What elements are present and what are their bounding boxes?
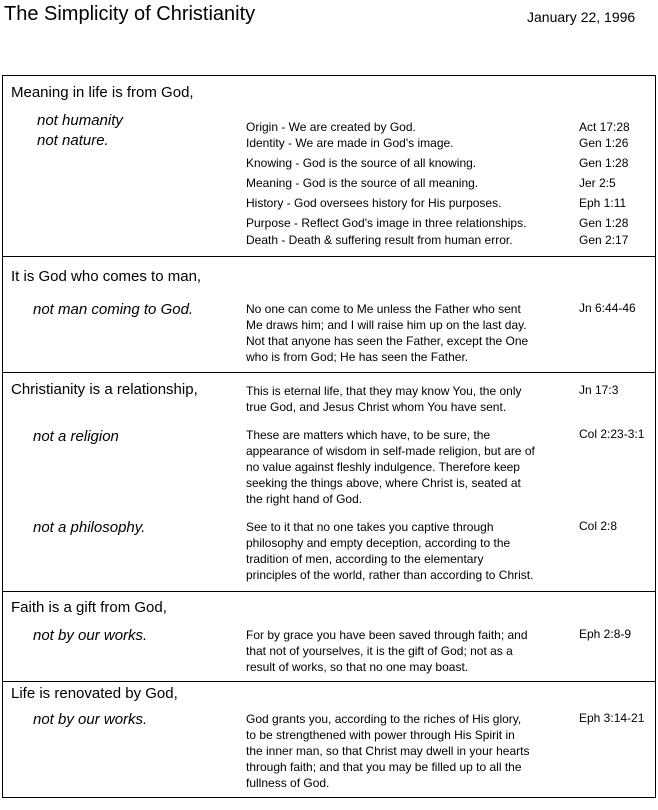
section4-ref: Eph 2:8-9 [579, 627, 632, 641]
section5-line: God grants you, according to the riches of His glory, [246, 712, 522, 726]
section1-item-ref: Gen 2:17 [579, 233, 629, 247]
page-date: January 22, 1996 [527, 9, 636, 25]
section1-item-text: History - God oversees history for His purposes. [246, 196, 502, 210]
section5-line: through faith; and that you may be filled up to all the [246, 760, 522, 774]
section5-ref: Eph 3:14-21 [579, 711, 645, 725]
section3-line-c: tradition of men, according to the elementary [246, 552, 484, 566]
section3-line-b: appearance of wisdom in self-made religion, but are of [246, 444, 535, 458]
section1-item-text: Origin - We are created by God. [246, 120, 416, 134]
section1-item-text: Meaning - God is the source of all meaning. [246, 176, 479, 190]
section2-line: who is from God; He has seen the Father. [246, 350, 469, 364]
section3-line-c: See to it that no one takes you captive through [246, 520, 494, 534]
section5-line: to be strengthened with power through His Spirit in [246, 728, 515, 742]
section5-heading: Life is renovated by God, [11, 685, 178, 702]
section2-line: Not that anyone has seen the Father, except the One [246, 334, 529, 348]
section1-item-ref: Gen 1:28 [579, 156, 629, 170]
section3-heading: Christianity is a relationship, [11, 381, 198, 398]
section4-sub: not by our works. [33, 627, 148, 644]
section3-ref-b: Col 2:23-3:1 [579, 427, 645, 441]
section1-item-ref: Gen 1:26 [579, 136, 629, 150]
section1-heading: Meaning in life is from God, [11, 84, 194, 101]
section3-sub-b: not a religion [33, 428, 119, 445]
section5-line: the inner man, so that Christ may dwell in your hearts [246, 744, 530, 758]
section3-ref-a: Jn 17:3 [579, 383, 619, 397]
section-divider [3, 591, 655, 592]
section3-line-b: These are matters which have, to be sure, the [246, 428, 491, 442]
section-divider [3, 256, 655, 257]
section2-heading: It is God who comes to man, [11, 268, 202, 285]
section4-line: result of works, so that no one may boast. [246, 660, 469, 674]
section3-line-b: the right hand of God. [246, 492, 363, 506]
section2-line: No one can come to Me unless the Father who sent [246, 302, 521, 316]
page-title: The Simplicity of Christianity [4, 3, 256, 25]
section1-item-text: Identity - We are made in God's image. [246, 136, 454, 150]
section1-item-ref: Jer 2:5 [579, 176, 616, 190]
section3-line-a: true God, and Jesus Christ whom You have sent. [246, 400, 507, 414]
section3-line-b: no value against fleshly indulgence. Therefore keep [246, 460, 520, 474]
section1-sub2: not nature. [37, 132, 109, 149]
section4-heading: Faith is a gift from God, [11, 599, 167, 616]
content-table [2, 75, 656, 798]
section-divider [3, 372, 655, 373]
section2-sub: not man coming to God. [33, 301, 194, 318]
section3-line-a: This is eternal life, that they may know You, the only [246, 384, 522, 398]
section2-line: Me draws him; and I will raise him up on the last day. [246, 318, 527, 332]
section2-ref: Jn 6:44-46 [579, 301, 636, 315]
section5-sub: not by our works. [33, 711, 148, 728]
section4-line: that not of yourselves, it is the gift of God; not as a [246, 644, 513, 658]
section1-item-text: Death - Death & suffering result from human error. [246, 233, 513, 247]
section1-item-text: Knowing - God is the source of all knowing. [246, 156, 477, 170]
section1-item-ref: Act 17:28 [579, 120, 630, 134]
section5-line: fullness of God. [246, 776, 330, 790]
section3-ref-c: Col 2:8 [579, 519, 618, 533]
section3-line-c: philosophy and empty deception, according to the [246, 536, 511, 550]
section3-line-c: principles of the world, rather than according to Christ. [246, 568, 534, 582]
section1-item-text: Purpose - Reflect God's image in three relationships. [246, 216, 527, 230]
section3-line-b: seeking the things above, where Christ is, seated at [246, 476, 521, 490]
section1-item-ref: Gen 1:28 [579, 216, 629, 230]
section3-sub-c: not a philosophy. [33, 519, 146, 536]
section4-line: For by grace you have been saved through faith; and [246, 628, 528, 642]
section1-sub1: not humanity [37, 112, 123, 129]
section1-item-ref: Eph 1:11 [579, 196, 627, 210]
section-divider [3, 681, 655, 682]
